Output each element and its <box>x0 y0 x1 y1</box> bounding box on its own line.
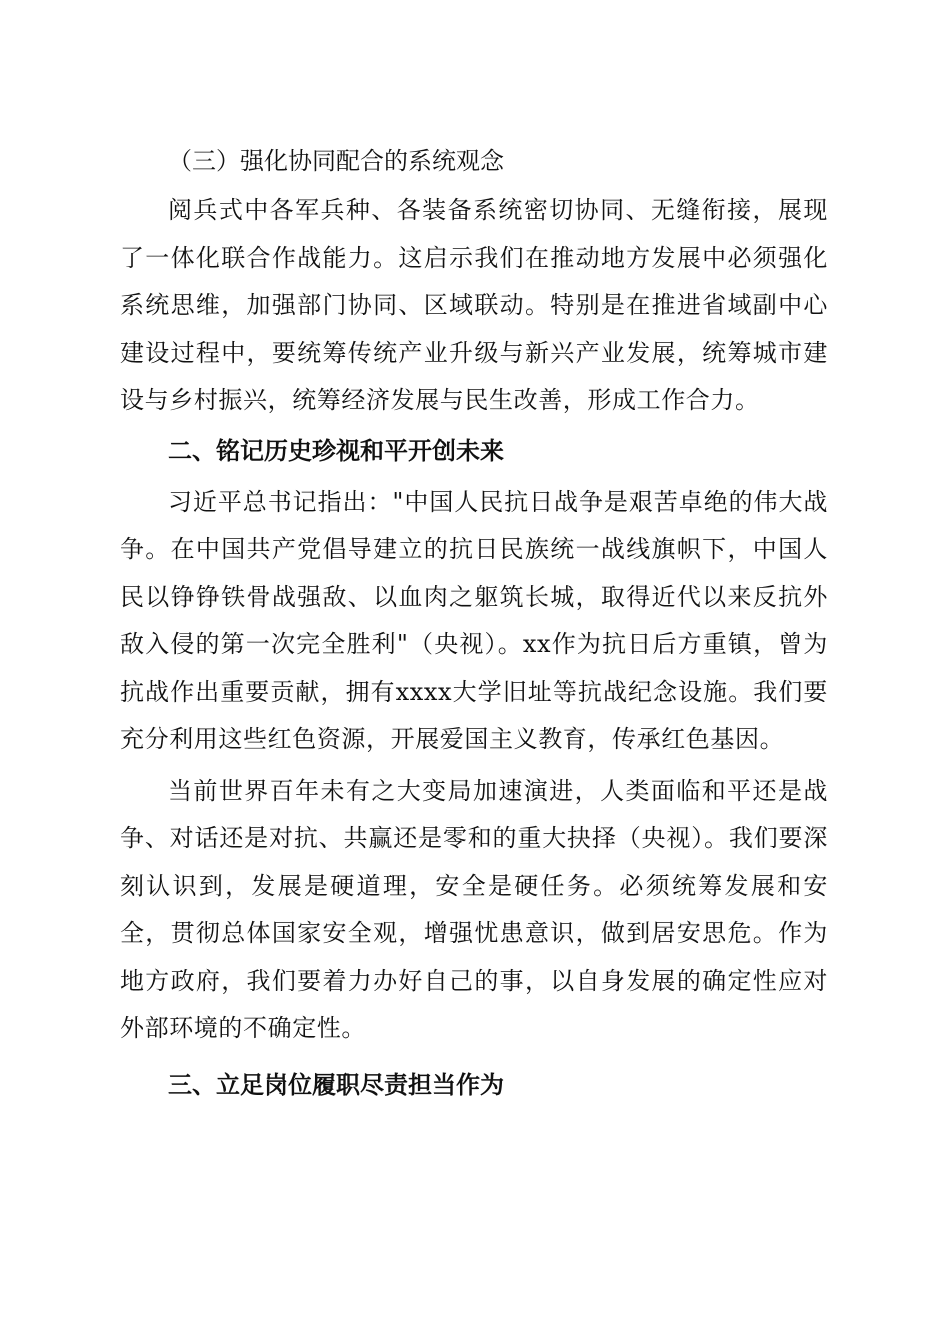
body-paragraph: 当前世界百年未有之大变局加速演进，人类面临和平还是战争、对话还是对抗、共赢还是零和的重大抉择（央视）。我们要深刻认识到，发展是硬道理，安全是硬任务。必须统筹发展和安全，贯彻总体国家安全观，增强忧患意识，做到居安思危。作为地方政府，我们要着力办好自己的事，以自身发展的确定性应对外部环境的不确定性。 <box>120 776 828 1042</box>
section-heading: 三、立足岗位履职尽责担当作为 <box>168 1070 504 1099</box>
body-paragraph: 习近平总书记指出："中国人民抗日战争是艰苦卓绝的伟大战争。在中国共产党倡导建立的抗日民族统一战线旗帜下，中国人民以铮铮铁骨战强敌、以血肉之躯筑长城，取得近代以来反抗外敌入侵的第一次完全胜利"（央视）。xx作为抗日后方重镇，曾为抗战作出重要贡献，拥有xxxx大学旧址等抗战纪念设施。我们要充分利用这些红色资源，开展爱国主义教育，传承红色基因。 <box>120 487 828 753</box>
section-heading: 二、铭记历史珍视和平开创未来 <box>168 436 504 465</box>
body-paragraph: 阅兵式中各军兵种、各装备系统密切协同、无缝衔接，展现了一体化联合作战能力。这启示我们在推动地方发展中必须强化系统思维，加强部门协同、区域联动。特别是在推进省域副中心建设过程中，要统筹传统产业升级与新兴产业发展，统筹城市建设与乡村振兴，统筹经济发展与民生改善，形成工作合力。 <box>120 196 828 414</box>
section-subheading: （三）强化协同配合的系统观念 <box>168 147 504 175</box>
document-body <box>120 141 828 1113</box>
